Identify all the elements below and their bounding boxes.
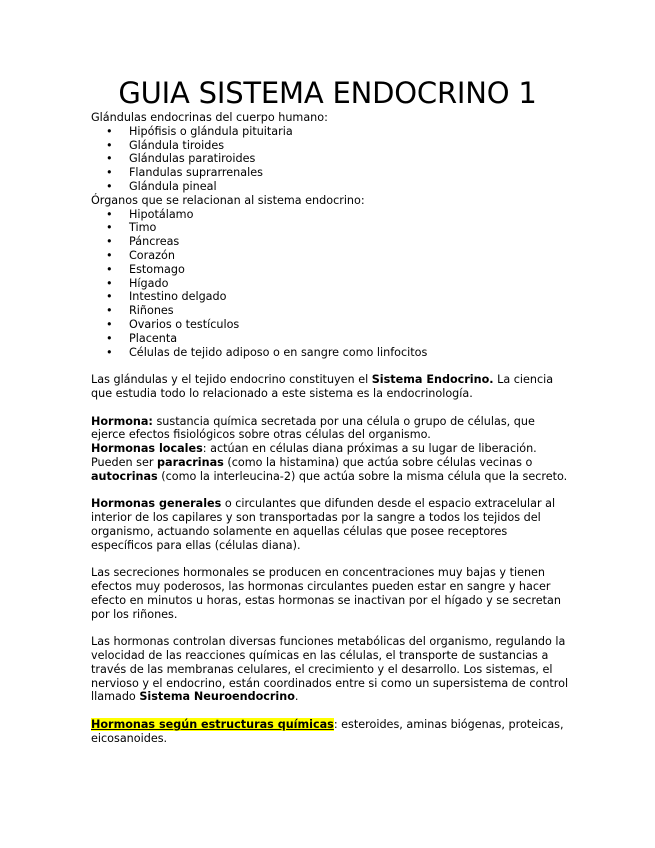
paragraph-secreciones: Las secreciones hormonales se producen en concentraciones muy bajas y tienen efectos muy poderosos, las hormonas circulantes pueden estar en sangre y hacer efecto en minutos u horas, estas hormonas se inactivan por el hígado y se secretan por los riñones. [91,566,561,621]
list-item: • Hipófisis o glándula pituitaria [91,125,571,139]
term-paracrinas: paracrinas [157,455,224,469]
paragraph-hormona: Hormona: sustancia química secretada por una célula o grupo de células, que ejerce efectos fisiológicos sobre otras células del organismo. Hormonas locales: actúan en células diana próximas a su lugar de liberación. Pueden ser paracrinas (como la histamina) que actúa sobre células vecinas o autocrinas (como la interleucina-2) que actúa sobre la misma célula que la secreto. [91,414,568,483]
paragraph-funciones: Las hormonas controlan diversas funciones metabólicas del organismo, regulando la velocidad de las reacciones químicas en las células, el transporte de sustancias a través de las membranas celulares, el crecimiento y el desarrollo. Los sistemas, el nervioso y el endocrino, están coordinados entre si como un supersistema de control llamado Sistema Neuroendocrino. [91,635,569,704]
term-hormonas-locales: Hormonas locales [91,442,203,456]
list-item: • Intestino delgado [91,290,571,304]
list-item: • Riñones [91,304,571,318]
list-item: • Glándula pineal [91,180,571,194]
list-item: • Placenta [91,332,571,346]
list-item: • Glándulas paratiroides [91,152,571,166]
term-sistema-endocrino: Sistema Endocrino. [371,373,494,387]
term-autocrinas: autocrinas [91,469,158,483]
organs-heading: Órganos que se relacionan al sistema endocrino: [91,193,365,207]
list-item: • Glándula tiroides [91,139,571,153]
list-item: • Estomago [91,263,571,277]
term-sistema-neuroendocrino: Sistema Neuroendocrino [139,690,295,704]
list-item: • Ovarios o testículos [91,318,571,332]
list-item: • Páncreas [91,235,571,249]
list-item: • Células de tejido adiposo o en sangre como linfocitos [91,346,571,360]
organs-list [91,208,571,360]
term-hormonas-generales: Hormonas generales [91,497,222,511]
list-item: • Corazón [91,249,571,263]
paragraph-hormonas-generales: Hormonas generales o circulantes que difunden desde el espacio extracelular al interior de los capilares y son transportadas por la sangre a todos los tejidos del organismo, actuando solamente en aquellas células que posee receptores específicos para ellas (células diana). [91,497,556,552]
list-item: • Hígado [91,277,571,291]
glands-list [91,125,571,194]
list-item: • Flandulas suprarrenales [91,166,571,180]
list-item: • Hipotálamo [91,208,571,222]
glands-heading: Glándulas endocrinas del cuerpo humano: [91,111,328,124]
paragraph-estructuras: Hormonas según estructuras químicas: esteroides, aminas biógenas, proteicas, eicosanoides. [91,718,564,745]
term-hormona: Hormona: [91,414,153,428]
document-body [91,111,571,746]
paragraph-sistema-endocrino: Las glándulas y el tejido endocrino constituyen el Sistema Endocrino. La ciencia que estudia todo lo relacionado a este sistema es la endocrinología. [91,373,554,400]
list-item: • Timo [91,221,571,235]
document-title: GUIA SISTEMA ENDOCRINO 1 [118,76,537,110]
highlighted-heading: Hormonas según estructuras químicas [91,718,334,732]
